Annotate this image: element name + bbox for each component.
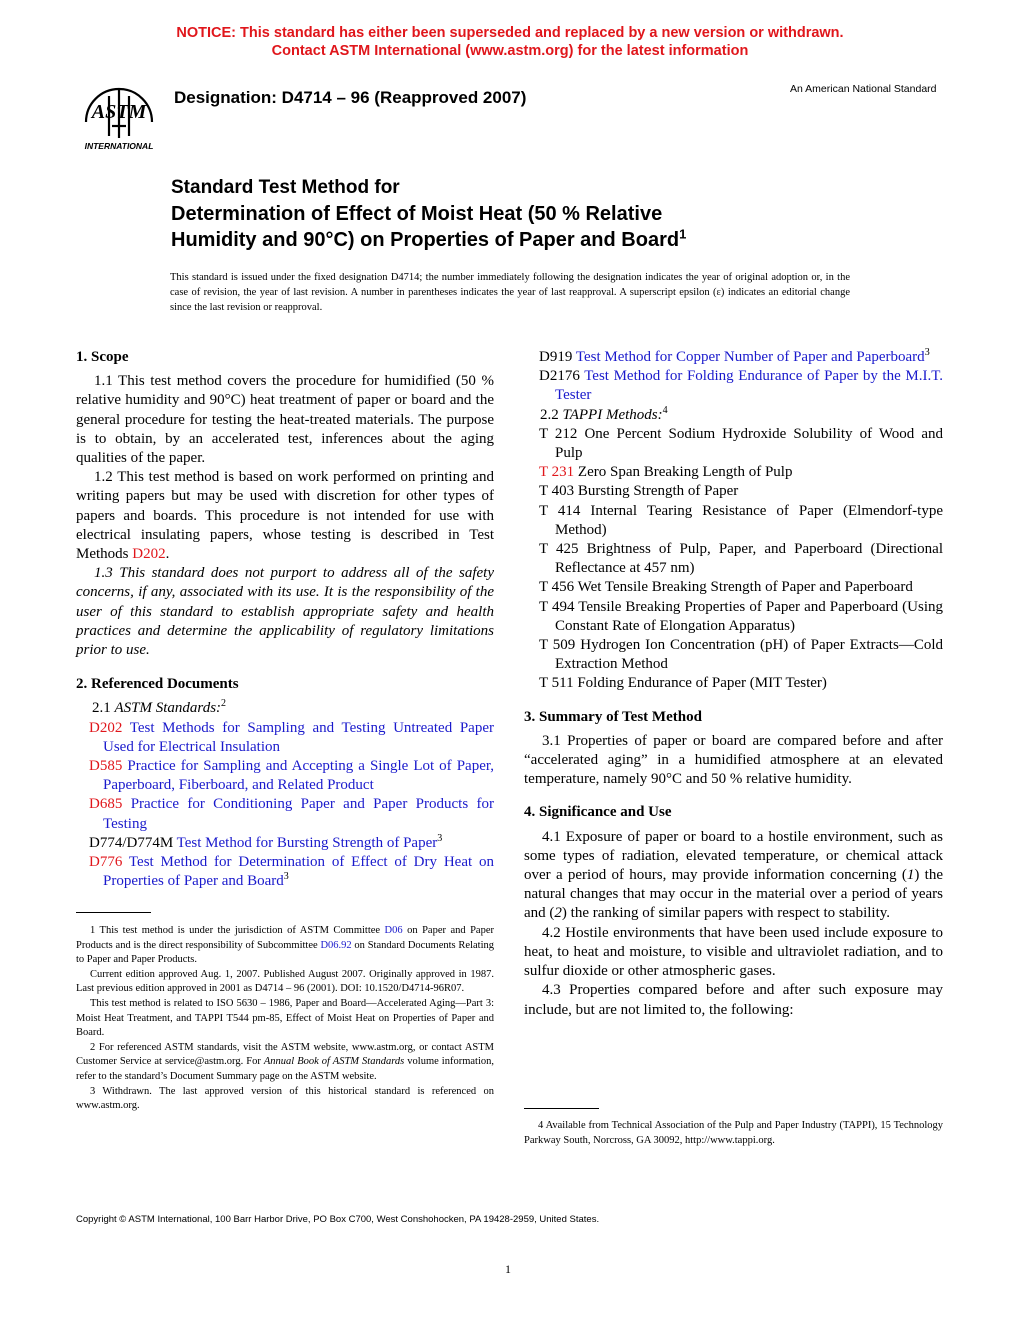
right-column [524,348,943,1020]
link-d202[interactable]: D202 [132,546,166,563]
section-heading-scope: 1. Scope [76,349,129,365]
scope-1-3: 1.3 This standard does not purport to address all of the safety concerns, if any, associated with its use. It is the responsibility of the user of this standard to establish appropriate safety and health practices and determine the applicability of regulatory limitations prior to use. [76,565,494,659]
tappi-t511: T 511 Folding Endurance of Paper (MIT Tester) [539,675,827,692]
ref-d685: D685 Practice for Conditioning Paper and Paper Products for Testing [89,796,495,832]
footnote-1-related: This test method is related to ISO 5630 – 1986, Paper and Board—Accelerated Aging—Part 3: Moist Heat Treatment, and TAPPI T544 pm-85, Effect of Moist Heat on Properties of Paper and Board. [76,997,494,1039]
page-number: 1 [505,1262,511,1276]
title-footnote-mark: 1 [679,226,687,242]
astm-logo [76,78,162,152]
ref-d774: D774/D774M Test Method for Bursting Strength of Paper$^3$ [89,832,443,851]
footnote-1: 1 This test method is under the jurisdiction of ASTM Committee D06 on Paper and Paper Products and is the direct responsibility of Subcommittee D06.92 on Standard Documents Relating to Paper and Paper Products. [76,925,494,966]
tappi-t494: T 494 Tensile Breaking Properties of Paper and Paperboard (Using Constant Rate of Elongation Apparatus) [539,598,943,634]
scope-1-2: 1.2 This test method is based on work performed on printing and writing papers but may be used with discretion for other types of papers and boards. This procedure is not intended for use with electrical insulating papers, whose testing is described in Test Methods D202. [76,469,494,563]
ref-d202: D202 Test Methods for Sampling and Testing Untreated Paper Used for Electrical Insulation [89,719,494,755]
document-title [171,175,871,253]
scope-1-1: 1.1 This test method covers the procedure for humidified (50 % relative humidity and 90°C) heat treatment of paper or board and the general procedure for testing the heat-treated materials. The purpose is to obtain, by an accelerated test, inferences about the aging qualities of the paper. [76,373,494,467]
ref-d776: D776 Test Method for Determination of Effect of Dry Heat on Properties of Paper and Board$^3$ [89,854,494,890]
significance-4-2: 4.2 Hostile environments that have been used include exposure to heat, to heat and moisture, to visible and ultraviolet radiation, and to sulfur dioxide or other atmospheric gases. [524,924,943,980]
astm-standards-heading: 2.1 ASTM Standards:$^2$ [92,698,227,717]
ref-d919: D919 Test Method for Copper Number of Paper and Paperboard$^3$ [539,347,930,365]
significance-4-3: 4.3 Properties compared before and after such exposure may include, but are not limited to, the following: [524,982,943,1018]
copyright-line: Copyright © ASTM International, 100 Barr Harbor Drive, PO Box C700, West Conshohocken, PA 19428-2959, United States. [76,1214,600,1225]
footnote-2: 2 For referenced ASTM standards, visit the ASTM website, www.astm.org, or contact ASTM Customer Service at service@astm.org. For Annual Book of ASTM Standards volume information, refer to the standard’s Document Summary page on the ASTM website. [76,1041,494,1082]
footnotes-right [524,1119,943,1148]
withdrawn-notice-line-2: Contact ASTM International (www.astm.org) for the latest information [271,43,749,59]
footnote-3: 3 Withdrawn. The last approved version of this historical standard is referenced on www.astm.org. [76,1085,494,1112]
footnote-4: 4 Available from Technical Association of the Pulp and Paper Industry (TAPPI), 15 Technology Parkway South, Norcross, GA 30092, http://www.tappi.org. [524,1120,943,1146]
tappi-t403: T 403 Bursting Strength of Paper [539,483,739,500]
designation: Designation: D4714 – 96 (Reapproved 2007) [174,88,527,107]
title-line-1: Standard Test Method for [171,177,400,198]
tappi-t509: T 509 Hydrogen Ion Concentration (pH) of Paper Extracts—Cold Extraction Method [539,637,943,673]
title-line-3: Humidity and 90°C) on Properties of Paper and Board [171,229,680,251]
tappi-t425: T 425 Brightness of Pulp, Paper, and Paperboard (Directional Reflectance at 457 nm) [539,541,943,577]
section-heading-significance: 4. Significance and Use [524,804,672,821]
section-heading-summary: 3. Summary of Test Method [524,708,702,725]
withdrawn-notice-line-1: NOTICE: This standard has either been superseded and replaced by a new version or withdrawn. [176,25,844,41]
tappi-t212: T 212 One Percent Sodium Hydroxide Solubility of Wood and Pulp [539,425,943,462]
tappi-t231: T 231 Zero Span Breaking Length of Pulp [539,464,793,481]
left-column [76,348,494,891]
footnote-rule-right [524,1108,599,1109]
footnote-1-edition: Current edition approved Aug. 1, 2007. Published August 2007. Originally approved in 1987. Last previous edition approved in 2001 as D4714 – 96 (2001). DOI: 10.1520/D4714-96R07. [76,968,494,995]
logo-lettering: ASTM [91,101,147,123]
summary-3-1: 3.1 Properties of paper or board are compared before and after “accelerated aging” in a humidified atmosphere at an elevated temperature, namely 90°C and 50 % relative humidity. [524,732,943,788]
ref-d585: D585 Practice for Sampling and Accepting a Single Lot of Paper, Paperboard, Fiberboard, and Related Product [89,758,495,794]
significance-4-1: 4.1 Exposure of paper or board to a hostile environment, such as some types of radiation, elevated temperature, or chemical attack over a period of hours, may provide information concerning (1) the natural changes that may occur in the material over a period of years and (2) the ranking of similar papers with respect to stability. [524,828,943,922]
title-line-2: Determination of Effect of Moist Heat (50 % Relative [171,203,663,225]
footnotes-left [76,924,494,1114]
ref-d2176: D2176 Test Method for Folding Endurance of Paper by the M.I.T. Tester [539,368,944,404]
section-heading-referenced: 2. Referenced Documents [76,676,239,693]
logo-international: INTERNATIONAL [84,141,154,151]
american-national-standard: An American National Standard [790,83,937,95]
footnote-rule-left [76,912,151,913]
tappi-methods-heading: 2.2 TAPPI Methods:$^4$ [540,404,668,423]
tappi-t456: T 456 Wet Tensile Breaking Strength of Paper and Paperboard [539,579,913,596]
issuance-note: This standard is issued under the fixed designation D4714; the number immediately following the designation indicates the year of original adoption or, in the case of revision, the year of last revision. A number in parentheses indicates the year of last reapproval. A superscript epsilon (ε) indicates an editorial change since the last revision or reapproval. [170,272,850,313]
tappi-t414: T 414 Internal Tearing Resistance of Paper (Elmendorf-type Method) [539,502,943,538]
